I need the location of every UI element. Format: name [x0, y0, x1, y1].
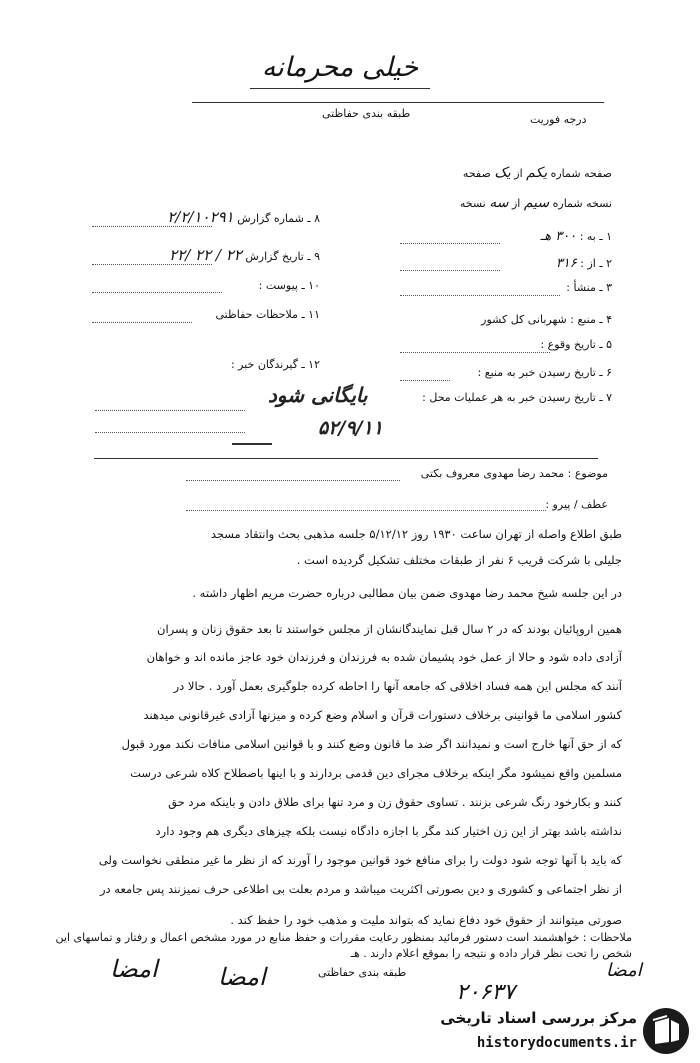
- body-line: همین اروپائیان بودند که در ۲ سال قبل نمایندگانشان از مجلس خواستند تا بعد حقوق زنان و پسران: [157, 622, 622, 636]
- dotted-line: [186, 480, 400, 481]
- page-value: یکم: [526, 165, 548, 181]
- field-to: [540, 229, 612, 244]
- stamp-stroke: [232, 443, 272, 445]
- page-label: صفحه شماره: [550, 167, 612, 180]
- remarks: ملاحظات : خواهشمند است دستور فرمائید بمنظور رعایت مقررات و حفظ منابع در مورد مشخص اعمال و رفتار و تماسهای این شخص را تحت نظر قرار داده و نتیجه را بموقع اعلام دارند . هـ: [55, 931, 632, 960]
- field-label: ۲ ـ از :: [580, 257, 612, 270]
- field-label: ۹ ـ تاریخ گزارش: [245, 250, 320, 263]
- field-source: [481, 313, 612, 326]
- field-security-notes: [80, 308, 320, 321]
- body-line: از نظر اجتماعی و کشوری و دین بصورتی اکثریت میباشد و مردم بعلت بی اطلاعی حرف نمیزنند پس جامعه در: [99, 882, 622, 896]
- footer-number: ۲۰۶۳۷: [456, 980, 516, 1005]
- field-value: شهربانی کل کشور: [481, 313, 567, 326]
- page-of: از: [514, 167, 523, 180]
- field-label: ۱۰ ـ پیوست :: [258, 279, 320, 292]
- field-received-by-source: [478, 366, 612, 379]
- field-report-number: [80, 208, 320, 226]
- dotted-line: [400, 380, 450, 381]
- title-underline: [250, 88, 430, 89]
- field-recipients: [80, 358, 320, 371]
- field-label: ۵ ـ تاریخ وقوع :: [540, 338, 612, 351]
- archive-note: بایگانی شود: [268, 383, 368, 407]
- dotted-line: [92, 292, 222, 293]
- logo-icon: [643, 1008, 689, 1054]
- main-divider: [94, 458, 598, 459]
- watermark-url: historydocuments.ir: [476, 1035, 637, 1051]
- body-line: نداشته باشد بهتر از این زن اختیار کند مگر با اجازه دادگاه نیست بلکه چیزهای دیگری هم وجود دارد: [155, 824, 622, 838]
- footer-classification: طبقه بندی حفاظتی: [318, 966, 407, 979]
- body-line: آنند که مجلس این همه فساد اخلاقی که جامعه آنها را احاطه کرده جلوگیری بعمل آورد . حالا در: [173, 679, 622, 693]
- body-line: که از حق آنها خارج است و نمیدانند اگر ضد ما قانون وضع کنند و با قوانین اسلامی منافات نکند مورد قبول: [121, 737, 622, 751]
- field-label: ۳ ـ منشأ :: [566, 281, 612, 294]
- field-value: ۲۲ / ۲۲ /۲۲: [169, 246, 242, 264]
- classification-title: خیلی محرمانه: [261, 52, 419, 83]
- dotted-line: [400, 295, 560, 296]
- field-label: ۱ ـ به :: [579, 230, 612, 243]
- field-label: ۸ ـ شماره گزارش: [237, 212, 320, 225]
- field-label: ۱۱ ـ ملاحظات حفاظتی: [215, 308, 320, 321]
- field-attachment: [80, 279, 320, 292]
- copy-of: از: [511, 197, 521, 210]
- field-value: ۳۰۰ هـ: [540, 229, 577, 244]
- field-label: ۱۲ ـ گیرندگان خبر :: [230, 358, 320, 371]
- field-label: ۶ ـ تاریخ رسیدن خبر به منبع :: [477, 366, 612, 379]
- reference-row: [545, 498, 608, 511]
- copy-label: نسخه شماره: [552, 197, 612, 210]
- page-number-row: [463, 165, 612, 181]
- field-report-date: [80, 246, 320, 264]
- subject-label: موضوع :: [567, 467, 608, 480]
- dotted-line: [92, 226, 212, 227]
- page-suffix: صفحه: [462, 167, 491, 180]
- subject-row: [421, 467, 608, 480]
- archive-date: ۵۲/۹/۱۱: [318, 417, 383, 439]
- copy-value: سیم: [523, 195, 550, 211]
- copy-number-row: [460, 195, 612, 211]
- classification-label: طبقه بندی حفاظتی: [322, 107, 411, 120]
- body-line: صورتی میتوانند از حقوق خود دفاع نماید که بتواند ملیت و مذهب خود را حفظ کند .: [230, 913, 622, 927]
- copy-suffix: نسخه: [459, 197, 486, 210]
- reference-label: عطف / پیرو :: [545, 498, 608, 511]
- body-line: طبق اطلاع واصله از تهران ساعت ۱۹۳۰ روز ۵/۱۲/۱۲ جلسه مذهبی بحث وانتقاد مسجد: [210, 527, 622, 541]
- watermark-name: مرکز بررسی اسناد تاریخی: [440, 1009, 637, 1027]
- copy-total: سه: [489, 195, 509, 211]
- subject-value: محمد رضا مهدوی معروف بکتی: [420, 467, 565, 480]
- body-line: در این جلسه شیخ محمد رضا مهدوی ضمن بیان مطالبی درباره حضرت مریم اظهار داشته .: [192, 586, 622, 600]
- body-line: کنند و بکارخود رنگ شرعی بزنند . تساوی حقوق زن و مرد تنها برای طلاق دادن و باینکه مرد حق: [168, 795, 622, 809]
- dotted-line: [400, 352, 550, 353]
- signature: امضا: [606, 960, 642, 981]
- watermark-logo: [405, 1006, 695, 1060]
- signature: امضا: [110, 955, 158, 983]
- body-line: مسلمین واقع نمیشود مگر اینکه برخلاف مجرای دین قدمی بردارند و با اینها باصطلاح کلاه شرعی درست: [130, 766, 622, 780]
- field-origin: [566, 281, 612, 294]
- field-from: [556, 256, 612, 271]
- body-line: که باید با آنها توجه شود دولت را برای منافع خود قوانین موجود را آورند که از نظر ما غیر منطقی نخواست ولی: [98, 853, 622, 867]
- signature: امضا: [218, 963, 266, 991]
- dotted-line: [92, 264, 212, 265]
- field-event-date: [540, 338, 612, 351]
- dotted-line: [95, 410, 245, 411]
- field-received-by-office: [422, 391, 612, 404]
- dotted-line: [186, 510, 546, 511]
- field-value: ۲/۲/۱۰۲۹۱: [167, 208, 234, 226]
- dotted-line: [400, 270, 500, 271]
- dotted-line: [95, 432, 245, 433]
- header-divider: [192, 102, 604, 103]
- field-label: ۷ ـ تاریخ رسیدن خبر به هر عملیات محل :: [422, 391, 612, 404]
- body-line: جلیلی با شرکت قریب ۶ نفر از طبقات مختلف تشکیل گردیده است .: [296, 553, 622, 567]
- page-total: یک: [494, 165, 511, 181]
- priority-label: درجه فوریت: [530, 113, 587, 126]
- dotted-line: [400, 243, 500, 244]
- field-value: ۳۱۶: [555, 256, 577, 271]
- body-line: آزادی داده شود و حالا از عمل خود پشیمان شده به فرزندان و فرزندان خود عاجز مانده اند و خواهان: [146, 650, 622, 664]
- body-line: کشور اسلامی ما قوانینی برخلاف دستورات قرآن و اسلام وضع کرده و میزنها آزادی غیرقانونی میدهند: [143, 708, 622, 722]
- dotted-line: [92, 322, 192, 323]
- field-label: ۴ ـ منبع :: [570, 313, 612, 326]
